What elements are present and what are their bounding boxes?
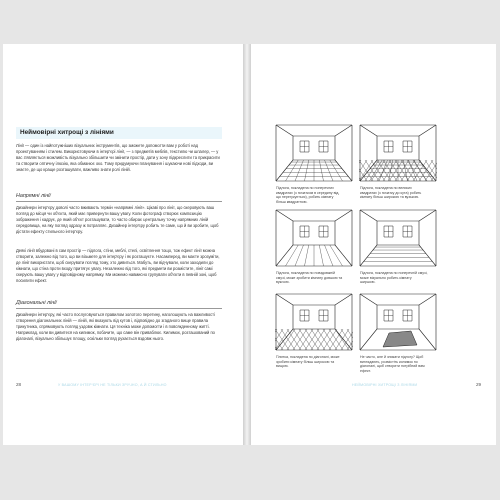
subheading-diagonal-lines: Діагональні лінії [16, 300, 57, 306]
left-page-number: 28 [16, 382, 22, 387]
room-illustration [359, 209, 437, 267]
paragraph-diagonal-lines: Дизайнери інтер'єру, які часто послуговуються правилом золотого перетину, наголошують на важливості створення діагональних ліній — ліній, які вказують від кутов і, відповідно до згаданого вище правила трикутника, спрямовують погляд уздовж кімнати. Ця техніка може допомогти і в повсякденному житті. Наприклад, коли ви дивитеся на килимок, побачите, що саме він приваблює. Килимок, розташований по діагоналі, візуально збільшує площу, оскільки погляд рухається вздовж нього. [16, 312, 215, 341]
rug-shape [383, 331, 417, 347]
right-page-number: 29 [476, 382, 482, 387]
caption-3: Підлога, покладена по повздовжній смузі, може зробити кімнату довшою та вужчою. [276, 271, 343, 285]
paragraph-built-in-lines: Деякі лінії вбудовані в сам простір — підлога, стіни, меблі, стелі, освітлення тощо, тож ефект лінії можна створити, залежно від того, що ви візьмете для інтер'єру і як розташуєте. Насамперед, ви маєте зрозуміти, де лінії використати, щоб скерувати погляд тому, хто дивиться. Мабуть, ви відчували, коли заходили до кімнати, що стіна проти входу притягує увагу. Незалежно від того, які предмети ви розмістите, лінії самі скерують вашу увагу у відповідному напрямку. Ми можемо навмисно групувати об'єкти в певній зоні, щоб посилити ефект. [16, 248, 220, 283]
paragraph-guiding-lines: Дизайнери інтер'єру доволі часто вживають термін «напрямні лінії». Цікаві про лінії, що скеровують ваш погляд до місця чи об'єкта, який має привернути вашу увагу. Коли фотограф створює композицію зображення і кадрує, де який об'єкт розташувати, то часто обирає центральну точку напрямних ліній середовища, на яку погляд одразу ж потрапляє. Дизайнер інтер'єру робить те саме, що й ви зробите, щоб дістати ефекту стильного інтер'єру. [16, 205, 219, 234]
caption-4: Підлога, покладена по поперечній смузі, може візуально робить кімнату ширшою. [360, 271, 428, 285]
caption-1: Підлога, покладена по поперечних квадратах (з початком в середину від, що перегукується), робить кімнату більш квадратною. [276, 186, 340, 204]
book-gutter [243, 44, 251, 445]
intro-paragraph: Лінії — один із найпотужніших візуальних інструментів, що зможете допомогти вам у роботі над проектуванням і стилем. Використовуючи в інтер'єрі лінії, — з предметів меблів, текстилю чи шпалер, — у вас з'являється можливість візуально збільшити чи змінити простір, дати у зону підкреслити та прикрасити та створити оптичну ілюзію, яка обманює око. Тому придумуючи планування і шукаючи нові підходи, ви знаєте, де що краще розташувати, важливо знати ролі ліній. [16, 143, 220, 172]
right-running-header: НЕЙМОВІРНІ ХИТРОЩІ З ЛІНІЯМИ [352, 383, 418, 387]
section-title-bar [16, 127, 222, 139]
room-illustration [275, 209, 353, 267]
room-illustration [359, 124, 437, 182]
room-illustration [359, 293, 437, 351]
caption-6: Не часто, але й зникати підлогу? Щоб виглядають, розмістіть килимок по діагоналі, щоб створити потрібний вам ефект. [360, 355, 425, 373]
caption-2: Підлога, покладена по великих квадратах (з початку до кута) робить кімнату більш широкою та вузькою. [360, 186, 422, 200]
caption-5: Плитка, покладена по діагоналі, може зробити кімнату більш широкою та вищою. [276, 355, 340, 369]
divider [16, 308, 222, 309]
section-title: Неймовірні хитрощі з лініями [20, 129, 114, 136]
room-illustration [275, 124, 353, 182]
subheading-guiding-lines: Напрямні лінії [16, 193, 51, 199]
divider [16, 201, 222, 202]
left-running-header: У ВАШОМУ ІНТЕР'ЄРІ НЕ ТІЛЬКИ ЗРУЧНО, А Й СТИЛЬНО [58, 383, 167, 387]
room-illustration [275, 293, 353, 351]
